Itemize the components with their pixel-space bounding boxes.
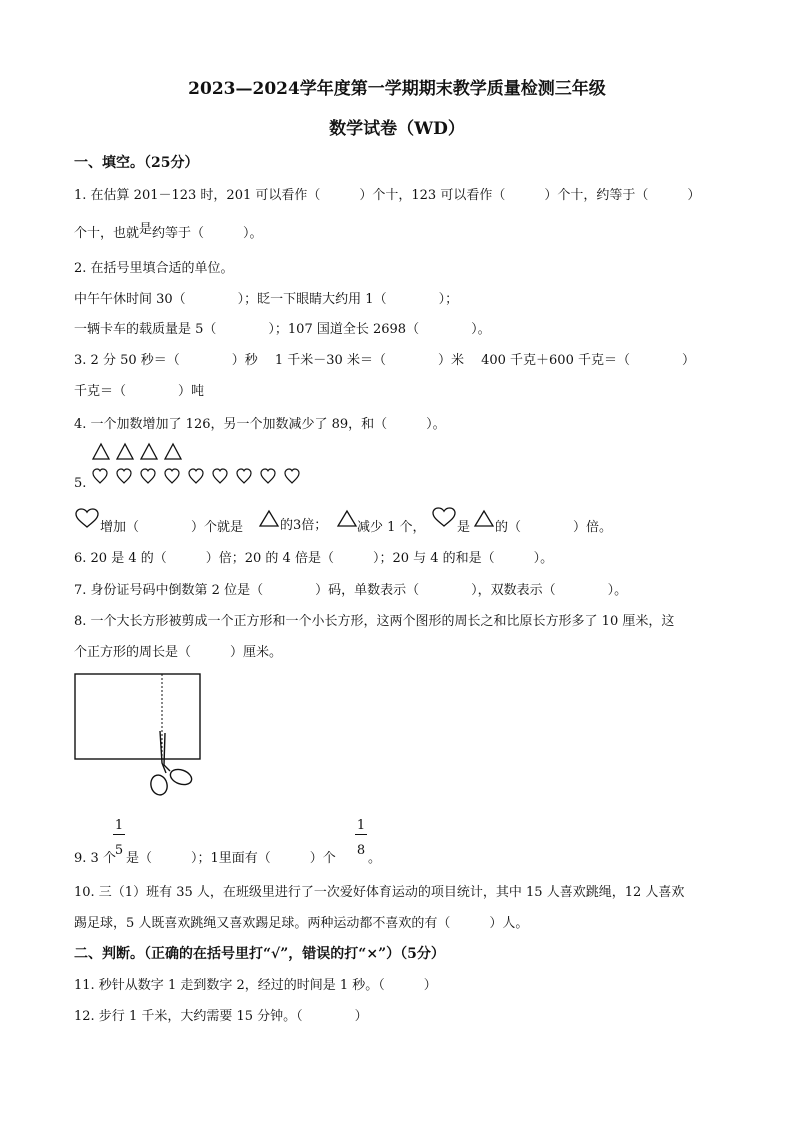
triangle-icon — [337, 510, 357, 528]
q9-part-a: 9. 3 个 — [74, 851, 116, 866]
scissors-icon — [149, 731, 194, 797]
heart-icon — [213, 469, 227, 483]
heart-icon — [93, 469, 107, 483]
heart-icon — [432, 507, 456, 527]
q9-part-c: 。 — [368, 851, 382, 866]
q1-line2-part-b: 约等于（ ）。 — [152, 226, 263, 241]
heart-icon — [261, 469, 275, 483]
triangle-icon — [165, 444, 181, 459]
q10-line1: 10. 三（1）班有 35 人，在班级里进行了一次爱好体育运动的项目统计，其中 15 人喜欢跳绳，12 人喜欢 — [74, 885, 685, 900]
q12-text: 12. 步行 1 千米，大约需要 15 分钟。（ ） — [74, 1009, 368, 1024]
q5-hearts-row — [92, 468, 312, 486]
q1-line2-part-a: 个十，也就 — [74, 226, 140, 241]
q5-times-text: 的（ ）倍。 — [495, 520, 613, 535]
q1-line2 — [74, 222, 263, 241]
q3-line1: 3. 2 分 50 秒＝（ ）秒 1 千米－30 米＝（ ）米 400 千克＋600 千克＝（ ） — [74, 353, 695, 368]
triangle-icon — [474, 510, 494, 528]
q5-triangles-row — [92, 443, 192, 461]
q8-rectangle-scissors-figure — [74, 673, 206, 805]
q9-part-b: 是（ ）；1里面有（ ）个 — [126, 851, 336, 866]
q2-line2: 一辆卡车的载质量是 5（ ）；107 国道全长 2698（ ）。 — [74, 322, 491, 337]
triangle-icon — [259, 510, 279, 528]
q3-line2: 千克＝（ ）吨 — [74, 384, 205, 399]
heart-icon — [189, 469, 203, 483]
heart-icon — [141, 469, 155, 483]
heart-icon — [165, 469, 179, 483]
q1-line2-superscript: 是 — [139, 222, 153, 237]
heart-icon — [237, 469, 251, 483]
fraction-numerator: 1 — [114, 818, 124, 833]
q6-text: 6. 20 是 4 的（ ）倍；20 的 4 倍是（ ）；20 与 4 的和是（ ）。 — [74, 551, 554, 566]
exam-title: 2023—2024学年度第一学期期末教学质量检测三年级 — [188, 79, 606, 99]
heart-icon — [117, 469, 131, 483]
q9-fraction-one-fifth — [113, 818, 125, 859]
q8-line2: 个正方形的周长是（ ）厘米。 — [74, 645, 283, 660]
heart-icon — [75, 508, 99, 528]
triangle-icon — [93, 444, 109, 459]
q1-line1: 1. 在估算 201－123 时，201 可以看作（ ）个十，123 可以看作（ ）个十，约等于（ ） — [74, 188, 701, 203]
section-heading-fill-blank: 一、填空。（25分） — [74, 155, 199, 171]
q2-stem: 2. 在括号里填合适的单位。 — [74, 261, 234, 276]
q5-number: 5. — [74, 476, 87, 491]
q4-text: 4. 一个加数增加了 126，另一个加数减少了 89，和（ ）。 — [74, 417, 446, 432]
q5-three-times-text: 的3倍； — [280, 518, 328, 533]
q8-line1: 8. 一个大长方形被剪成一个正方形和一个小长方形，这两个图形的周长之和比原长方形多了 10 厘米，这 — [74, 614, 675, 629]
fraction-denominator: 8 — [356, 843, 366, 858]
heart-icon — [285, 469, 299, 483]
q10-line2: 踢足球，5 人既喜欢跳绳又喜欢踢足球。两种运动都不喜欢的有（ ）人。 — [74, 916, 529, 931]
triangle-icon — [141, 444, 157, 459]
q5-minus-one-text: 减少 1 个， — [357, 520, 426, 535]
exam-subtitle: 数学试卷（WD） — [329, 119, 465, 139]
q11-text: 11. 秒针从数字 1 走到数字 2，经过的时间是 1 秒。（ ） — [74, 978, 437, 993]
fraction-numerator: 1 — [356, 818, 366, 833]
q2-line1: 中午午休时间 30（ ）；眨一下眼睛大约用 1（ ）； — [74, 292, 459, 307]
q5-heart-add-text: 增加（ ）个就是 — [100, 520, 244, 535]
fraction-denominator: 5 — [114, 843, 124, 858]
section-heading-judgement: 二、判断。（正确的在括号里打“√”，错误的打“×”）（5分） — [74, 946, 445, 962]
q7-text: 7. 身份证号码中倒数第 2 位是（ ）码，单数表示（ ），双数表示（ ）。 — [74, 583, 628, 598]
q9-fraction-one-eighth — [355, 818, 367, 859]
q5-is-text: 是 — [457, 520, 471, 535]
triangle-icon — [117, 444, 133, 459]
rectangle-shape — [75, 674, 200, 759]
